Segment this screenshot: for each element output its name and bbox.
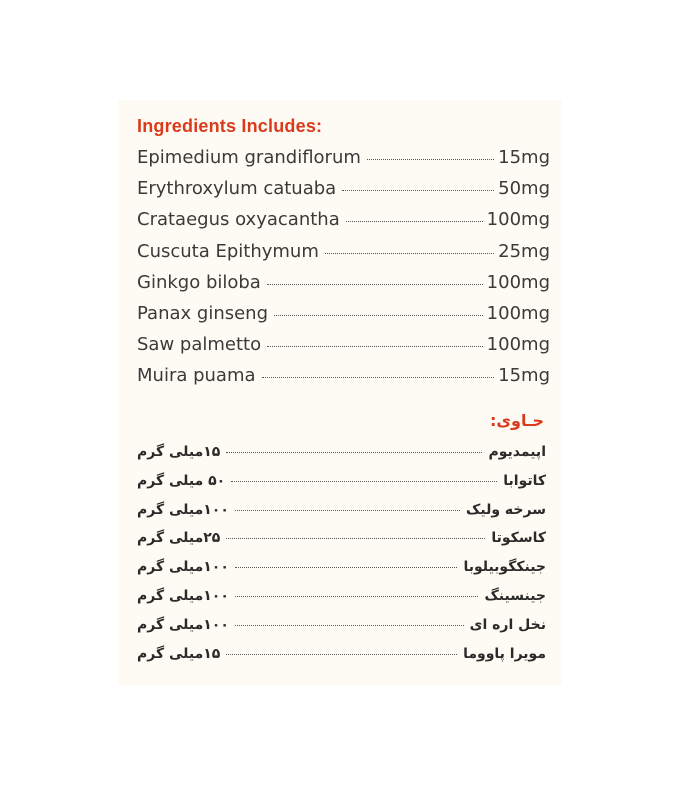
ingredient-dose: 25mg: [498, 240, 550, 262]
dotted-leader: [262, 377, 495, 378]
dotted-leader: [235, 625, 464, 626]
list-item: [137, 473, 546, 502]
ingredient-dose: ۲۵میلی گرم: [137, 530, 221, 547]
dotted-leader: [274, 315, 483, 316]
ingredient-dose: ۱۵میلی گرم: [137, 645, 221, 662]
ingredient-dose: 15mg: [498, 365, 550, 387]
ingredient-name: Ginkgo biloba: [137, 271, 261, 293]
list-item: [137, 646, 546, 675]
dotted-leader: [231, 481, 497, 482]
list-item: [137, 444, 546, 473]
list-item: [137, 559, 546, 588]
list-item: [137, 209, 550, 240]
ingredient-dose: ۱۵میلی گرم: [137, 444, 221, 460]
ingredient-dose: 15mg: [498, 147, 550, 168]
list-item: [137, 530, 546, 559]
ingredient-name: Erythroxylum catuaba: [137, 178, 337, 200]
ingredient-name: کاسکوتا: [491, 530, 546, 547]
ingredient-name: Saw palmetto: [137, 334, 262, 356]
list-item: [137, 365, 550, 396]
ingredient-dose: 100mg: [486, 334, 550, 356]
ingredient-dose: ۱۰۰میلی گرم: [137, 501, 229, 518]
ingredient-name: Muira puama: [137, 365, 256, 387]
ingredient-dose: 50mg: [498, 178, 550, 200]
ingredient-dose: ۱۰۰میلی گرم: [137, 616, 229, 633]
ingredient-name: Cuscuta Epithymum: [137, 240, 319, 262]
ingredient-dose: ۱۰۰میلی گرم: [137, 559, 229, 576]
dotted-leader: [226, 654, 457, 655]
english-heading: Ingredients Includes:: [137, 116, 323, 136]
dotted-leader: [226, 538, 485, 539]
dotted-leader: [235, 596, 479, 597]
dotted-leader: [267, 346, 483, 347]
ingredient-dose: 100mg: [486, 271, 550, 293]
ingredient-dose: ۱۰۰میلی گرم: [137, 587, 229, 604]
dotted-leader: [235, 510, 460, 511]
dotted-leader: [325, 253, 494, 254]
dotted-leader: [367, 159, 494, 160]
ingredient-name: مویرا پاووما: [463, 645, 546, 662]
ingredient-name: سرخه ولیک: [466, 501, 546, 518]
ingredient-name: Epimedium grandiflorum: [137, 147, 361, 168]
ingredient-name: Crataegus oxyacantha: [137, 209, 340, 231]
ingredient-name: اپیمدیوم: [488, 444, 546, 460]
ingredient-dose: 100mg: [486, 209, 550, 231]
dotted-leader: [267, 284, 483, 285]
ingredient-name: کاتوابا: [503, 472, 546, 489]
ingredient-name: Panax ginseng: [137, 302, 269, 324]
ingredient-dose: 100mg: [486, 302, 550, 324]
list-item: [137, 241, 550, 272]
ingredient-name: جینسینگ: [484, 587, 546, 604]
list-item: [137, 588, 546, 617]
persian-ingredients-list: [137, 444, 546, 674]
ingredient-dose: ۵۰ میلی گرم: [137, 472, 226, 489]
list-item: [137, 334, 550, 365]
list-item: [137, 147, 550, 178]
list-item: [137, 617, 546, 646]
list-item: [137, 502, 546, 531]
ingredient-name: جینکگوبیلوبا: [463, 559, 546, 576]
english-ingredients-list: [137, 147, 550, 397]
list-item: [137, 272, 550, 303]
dotted-leader: [226, 452, 482, 453]
dotted-leader: [235, 567, 458, 568]
list-item: [137, 178, 550, 209]
ingredient-name: نخل اره ای: [469, 616, 546, 633]
persian-heading: حـاوی:: [489, 411, 544, 430]
list-item: [137, 303, 550, 334]
dotted-leader: [346, 221, 483, 222]
dotted-leader: [342, 190, 494, 191]
